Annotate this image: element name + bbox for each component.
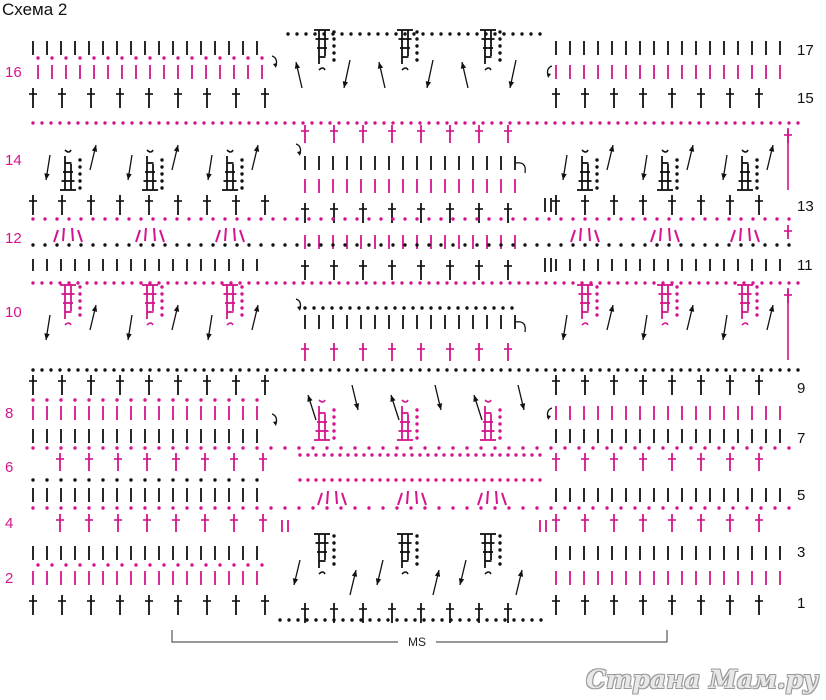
row-label-left: 16	[5, 64, 22, 81]
row-label-right: 1	[797, 595, 806, 612]
row-label-right: 3	[797, 544, 806, 561]
row-label-right: 11	[797, 257, 813, 274]
row-label-left: 4	[5, 515, 14, 532]
row-label-left: 8	[5, 405, 14, 422]
row-label-right: 7	[797, 430, 806, 447]
row-label-right: 9	[797, 380, 806, 397]
ms-repeat-bracket	[172, 630, 667, 649]
scheme-title: Схема 2	[2, 0, 68, 19]
row-label-left: 10	[5, 304, 22, 321]
row-label-left: 12	[5, 230, 22, 247]
stitch-symbols	[29, 30, 800, 623]
row-label-right: 15	[797, 90, 814, 107]
row-label-left: 6	[5, 459, 14, 476]
watermark-logo: Страна Мам.ру	[586, 665, 818, 694]
row-label-right: 5	[797, 487, 806, 504]
row-labels	[5, 42, 814, 612]
ms-label: MS	[408, 635, 426, 649]
row-label-left: 14	[5, 152, 22, 169]
row-label-right: 17	[797, 42, 814, 59]
row-label-right: 13	[797, 198, 814, 215]
row-label-left: 2	[5, 570, 14, 587]
